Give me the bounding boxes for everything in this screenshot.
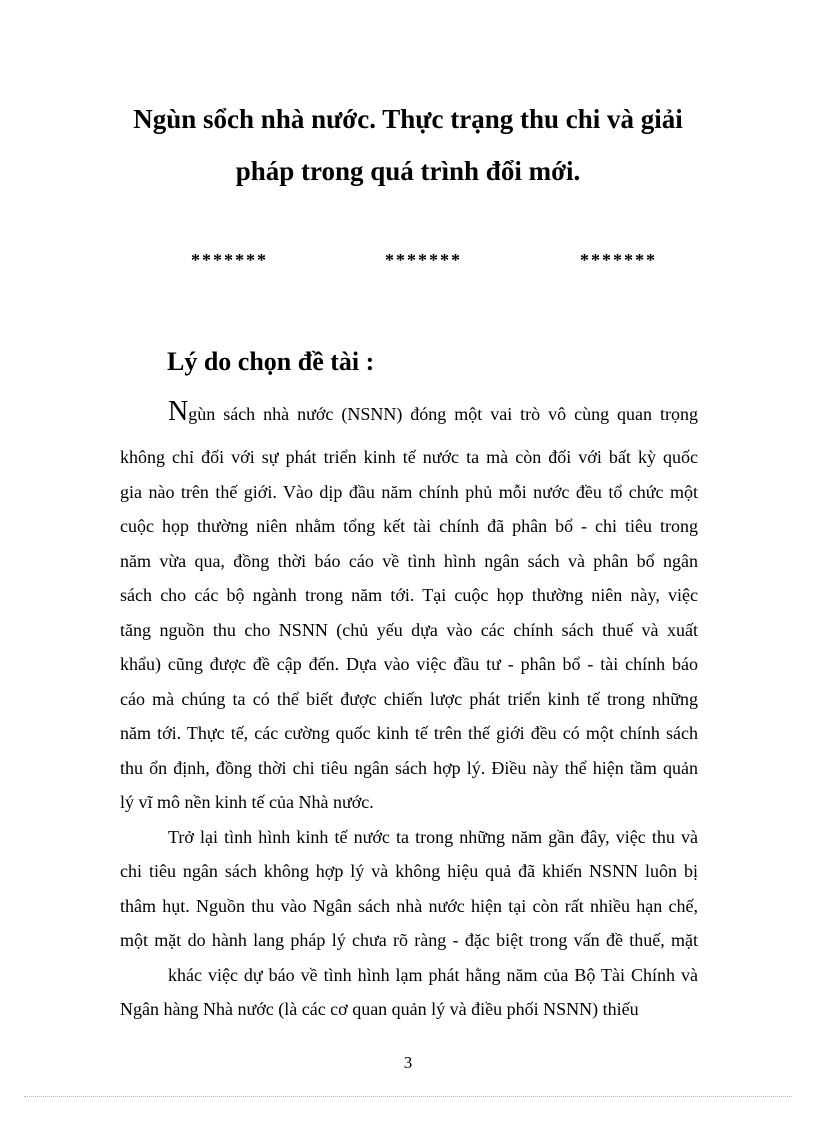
drop-cap: N	[168, 396, 189, 427]
paragraph-line: không chỉ đối với sự phát triển kinh tế nước ta mà còn đối với bất kỳ quốc	[120, 447, 698, 467]
paragraph-line: cáo mà chúng ta có thể biết được chiến lược phát triển kinh tế trong những	[120, 689, 698, 709]
paragraph-line: thâm hụt. Nguồn thu vào Ngân sách nhà nước hiện tại còn rất nhiều hạn chế,	[120, 896, 698, 916]
paragraph-line: tăng nguồn thu cho NSNN (chủ yếu dựa vào các chính sách thuế và xuất	[120, 620, 698, 640]
paragraph-line: một mặt do hành lang pháp lý chưa rõ ràng - đặc biệt trong vấn đề thuế, mặt	[120, 930, 698, 950]
paragraph-line: Trở lại tình hình kinh tế nước ta trong những năm gần đây, việc thu và	[168, 827, 698, 847]
separator-stars: *******	[385, 250, 462, 270]
paragraph-line: gia nào trên thế giới. Vào dịp đầu năm chính phủ mỗi nước đều tổ chức một	[120, 482, 698, 502]
paragraph-line: Ngân hàng Nhà nước (là các cơ quan quản lý và điều phối NSNN) thiếu	[120, 999, 639, 1019]
paragraph-line: khẩu) cũng được đề cập đến. Dựa vào việc đầu tư - phân bổ - tài chính báo	[120, 654, 698, 674]
paragraph-line: lý vĩ mô nền kinh tế của Nhà nước.	[120, 792, 374, 812]
paragraph-line	[168, 396, 698, 427]
separator-stars: *******	[580, 250, 657, 270]
document-title-line-2: pháp trong quá trình đổi mới.	[235, 156, 581, 186]
paragraph-line: khác việc dự báo về tình hình lạm phát hằng năm của Bộ Tài Chính và	[168, 965, 698, 985]
page-number: 3	[403, 1053, 413, 1072]
paragraph-line: chi tiêu ngân sách không hợp lý và không hiệu quả đã khiến NSNN luôn bị	[120, 861, 698, 881]
footer-divider	[24, 1096, 792, 1097]
document-title-line-1: Ngùn sổch nhà nước. Thực trạng thu chi và giải	[133, 104, 683, 134]
separator-stars: *******	[191, 250, 268, 270]
paragraph-line: cuộc họp thường niên nhằm tổng kết tài chính đã phân bổ - chi tiêu trong	[120, 516, 698, 536]
line-text: gùn sách nhà nước (NSNN) đóng một vai trò vô cùng quan trọng	[188, 404, 698, 424]
paragraph-line: sách cho các bộ ngành trong năm tới. Tại cuộc họp thường niên này, việc	[120, 585, 698, 605]
paragraph-line: năm vừa qua, đồng thời báo cáo về tình hình ngân sách và phân bổ ngân	[120, 551, 698, 571]
paragraph-line: năm tới. Thực tế, các cường quốc kinh tế trên thế giới đều có một chính sách	[120, 723, 698, 743]
paragraph-line: thu ổn định, đồng thời chi tiêu ngân sách hợp lý. Điều này thể hiện tầm quản	[120, 758, 698, 778]
section-heading: Lý do chọn đề tài :	[167, 347, 375, 376]
